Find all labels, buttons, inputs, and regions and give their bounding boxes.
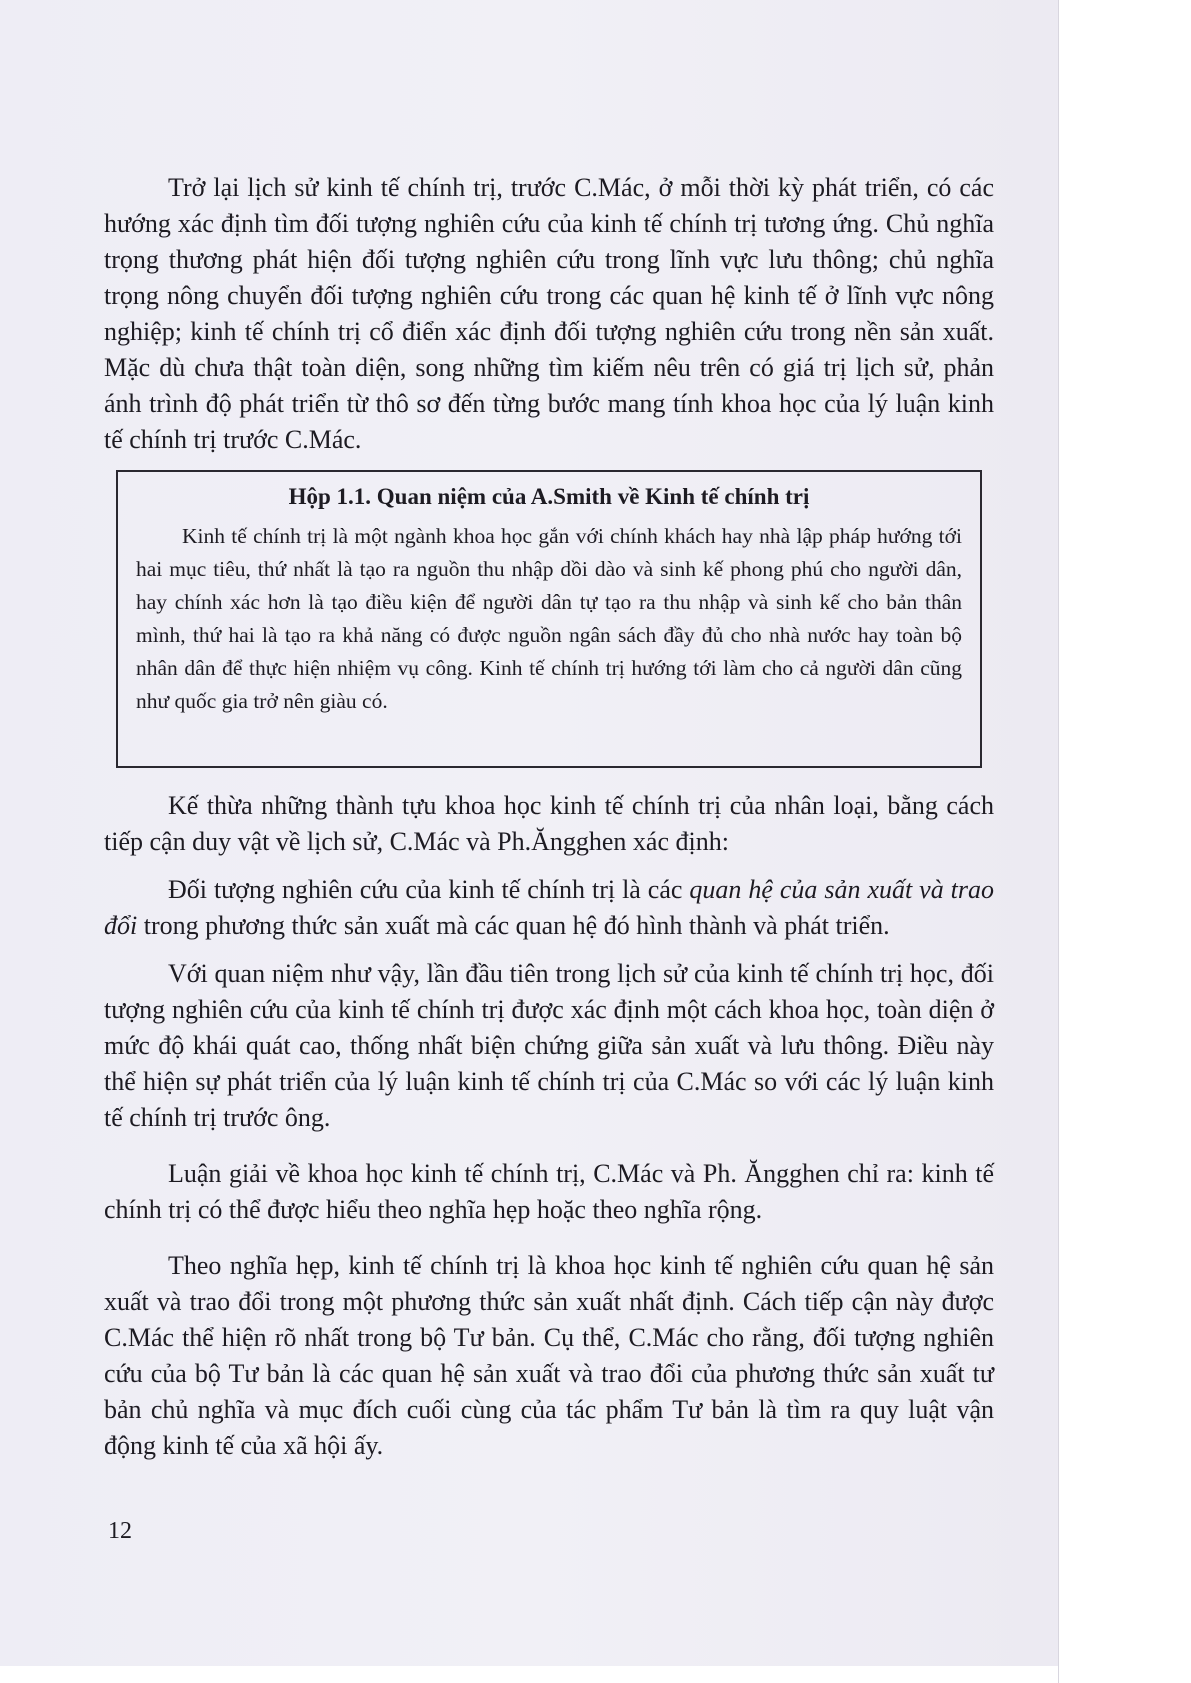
paragraph-history-before-marx: Trở lại lịch sử kinh tế chính trị, trước C.Mác, ở mỗi thời kỳ phát triển, có các hướng xác định tìm đối tượng nghiên cứu của kinh tế chính trị tương ứng. Chủ nghĩa trọng thương phát hiện đối tượng nghiên cứu trong lĩnh vực lưu thông; chủ nghĩa trọng nông chuyển đối tượng nghiên cứu trong các quan hệ kinh tế ở lĩnh vực nông nghiệp; kinh tế chính trị cổ điển xác định đối tượng nghiên cứu trong nền sản xuất. Mặc dù chưa thật toàn diện, song những tìm kiếm nêu trên có giá trị lịch sử, phản ánh trình độ phát triển từ thô sơ đến từng bước mang tính khoa học của lý luận kinh tế chính trị trước C.Mác. xyxy=(104,173,994,454)
paragraph-object-definition xyxy=(104,872,994,944)
definition-emphasis: quan hệ của sản xuất và trao đổi xyxy=(104,875,995,940)
paragraph-first-time-scientific: Với quan niệm như vậy, lần đầu tiên trong lịch sử của kinh tế chính trị học, đối tượng nghiên cứu của kinh tế chính trị được xác định một cách khoa học, toàn diện ở mức độ khái quát cao, thống nhất biện chứng giữa sản xuất và lưu thông. Điều này thể hiện sự phát triển của lý luận kinh tế chính trị của C.Mác so với các lý luận kinh tế chính trị trước ông. xyxy=(104,959,994,1132)
definition-text-end: trong phương thức sản xuất mà các quan hệ đó hình thành và phát triển. xyxy=(137,911,890,940)
page-number: 12 xyxy=(108,1518,132,1544)
textbox-spacer xyxy=(136,718,962,754)
textbox-smith-definition xyxy=(116,470,982,768)
paragraph-narrow-broad-sense: Luận giải về khoa học kinh tế chính trị, C.Mác và Ph. Ăngghen chỉ ra: kinh tế chính trị có thể được hiểu theo nghĩa hẹp hoặc theo nghĩa rộng. xyxy=(104,1159,994,1224)
textbox-body: Kinh tế chính trị là một ngành khoa học gắn với chính khách hay nhà lập pháp hướng tới hai mục tiêu, thứ nhất là tạo ra nguồn thu nhập dồi dào và sinh kế phong phú cho người dân, hay chính xác hơn là tạo điều kiện để người dân tự tạo ra thu nhập và sinh kế cho bản thân mình, thứ hai là tạo ra khả năng có được nguồn ngân sách đầy đủ cho nhà nước hay toàn bộ nhân dân để thực hiện nhiệm vụ công. Kinh tế chính trị hướng tới làm cho cả người dân cũng như quốc gia trở nên giàu có. xyxy=(136,524,962,713)
textbox-title: Hộp 1.1. Quan niệm của A.Smith về Kinh tế chính trị xyxy=(288,484,810,509)
definition-text-start: Đối tượng nghiên cứu của kinh tế chính trị là các xyxy=(168,875,690,904)
page-margin-right xyxy=(1058,0,1191,1683)
page-margin-bottom xyxy=(0,1666,1058,1683)
paragraph-marx-engels-inheritance: Kế thừa những thành tựu khoa học kinh tế chính trị của nhân loại, bằng cách tiếp cận duy vật về lịch sử, C.Mác và Ph.Ăngghen xác định: xyxy=(104,791,994,856)
page-content xyxy=(104,170,994,1464)
paragraph-narrow-sense: Theo nghĩa hẹp, kinh tế chính trị là khoa học kinh tế nghiên cứu quan hệ sản xuất và trao đổi trong một phương thức sản xuất nhất định. Cách tiếp cận này được C.Mác thể hiện rõ nhất trong bộ Tư bản. Cụ thể, C.Mác cho rằng, đối tượng nghiên cứu của bộ Tư bản là các quan hệ sản xuất và trao đổi của phương thức sản xuất tư bản chủ nghĩa và mục đích cuối cùng của tác phẩm Tư bản là tìm ra quy luật vận động kinh tế của xã hội ấy. xyxy=(104,1251,994,1460)
